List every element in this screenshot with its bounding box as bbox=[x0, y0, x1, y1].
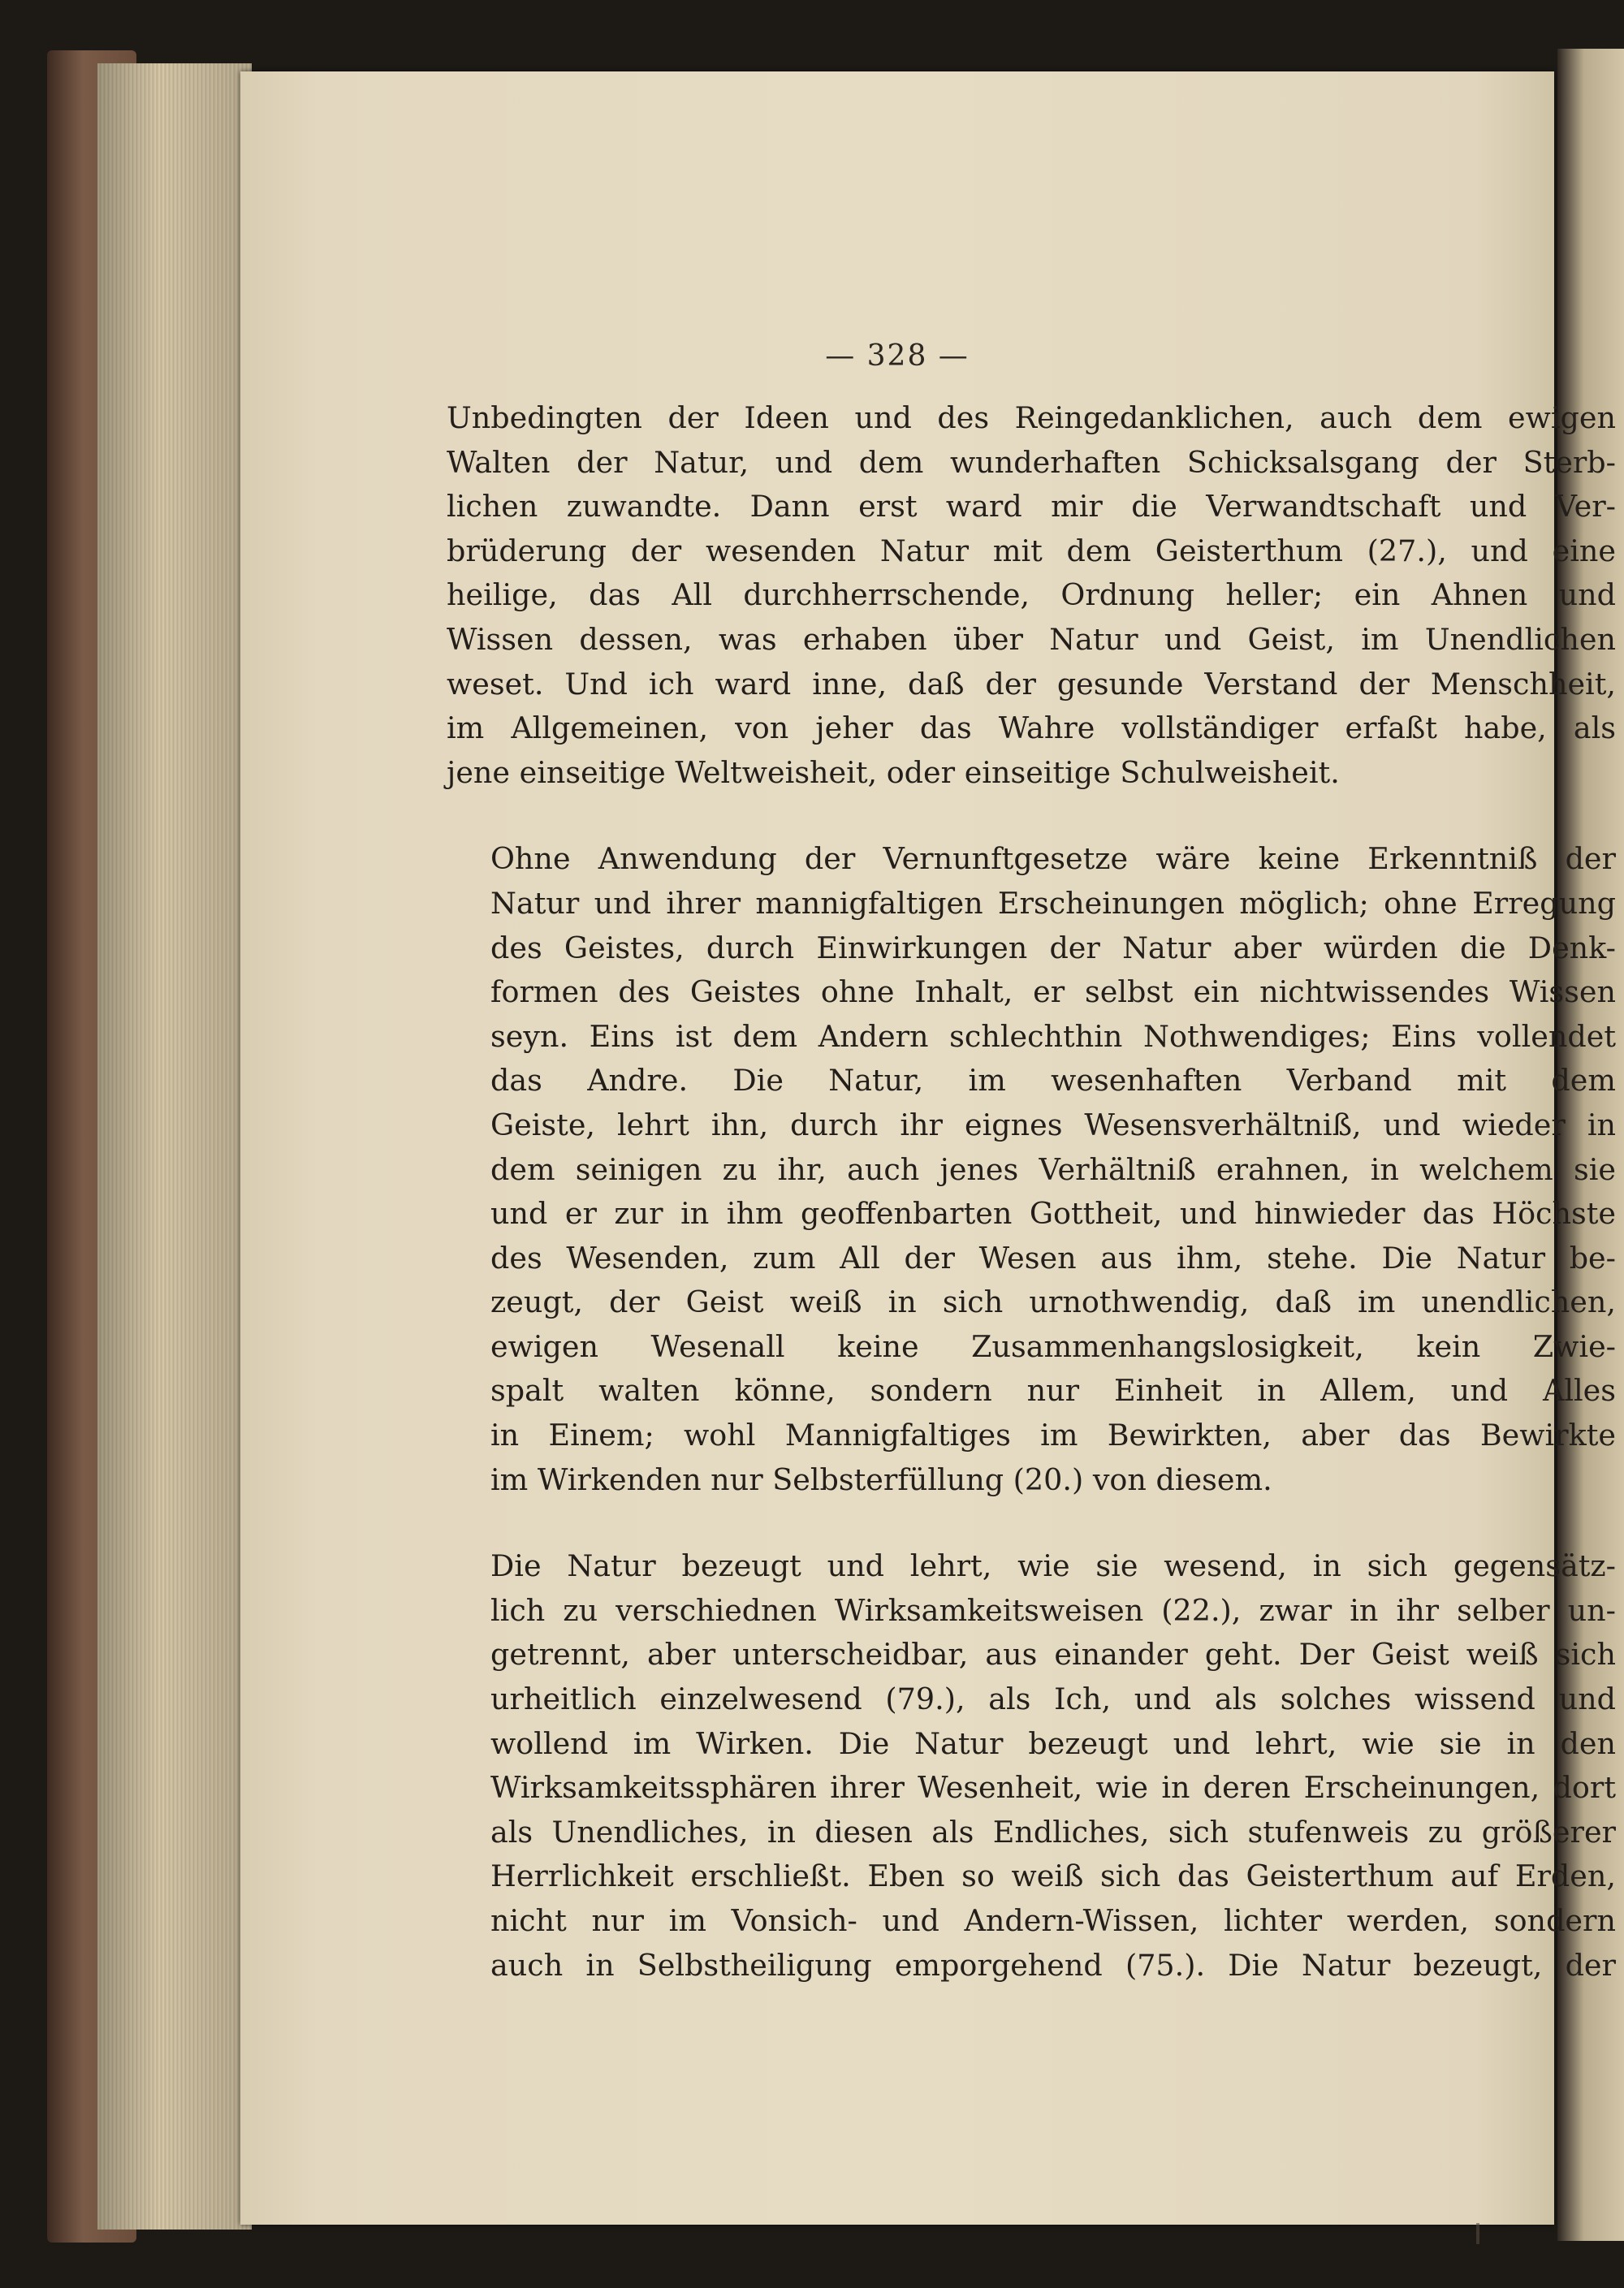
text-line: des Geistes, durch Einwirkungen der Natur aber würden die Denk- bbox=[490, 930, 1616, 965]
paragraph-2 bbox=[447, 837, 1616, 1502]
text-line: Walten der Natur, und dem wunderhaften Schicksalsgang der Sterb- bbox=[447, 444, 1616, 480]
text-line: Ohne Anwendung der Vernunftgesetze wäre keine Erkenntniß der bbox=[490, 841, 1616, 877]
page-body bbox=[447, 396, 1616, 1988]
text-line: urheitlich einzelwesend (79.), als Ich, und als solches wissend und bbox=[490, 1681, 1616, 1717]
text-line: lich zu verschiednen Wirksamkeitsweisen (22.), zwar in ihr selber un- bbox=[490, 1592, 1616, 1628]
text-line: Die Natur bezeugt und lehrt, wie sie wesend, in sich gegensätz- bbox=[490, 1548, 1616, 1584]
text-line: weset. Und ich ward inne, daß der gesunde Verstand der Menschheit, bbox=[447, 666, 1616, 702]
text-line: des Wesenden, zum All der Wesen aus ihm, stehe. Die Natur be- bbox=[490, 1240, 1616, 1276]
text-line: jene einseitige Weltweisheit, oder einseitige Schulweisheit. bbox=[447, 754, 1340, 790]
text-line: Natur und ihrer mannigfaltigen Erscheinungen möglich; ohne Erregung bbox=[490, 885, 1616, 921]
text-line: spalt walten könne, sondern nur Einheit in Allem, und Alles bbox=[490, 1373, 1616, 1409]
text-line: in Einem; wohl Mannigfaltiges im Bewirkten, aber das Bewirkte bbox=[490, 1418, 1616, 1453]
text-line: zeugt, der Geist weiß in sich urnothwendig, daß im unendlichen, bbox=[490, 1284, 1616, 1320]
text-line: Herrlichkeit erschließt. Eben so weiß sich das Geisterthum auf Erden, bbox=[490, 1858, 1616, 1894]
page-number: — 328 — bbox=[825, 339, 970, 373]
paper-mark bbox=[1476, 2223, 1479, 2244]
text-line: seyn. Eins ist dem Andern schlechthin Nothwendiges; Eins vollendet bbox=[490, 1018, 1616, 1054]
text-line: auch in Selbstheiligung emporgehend (75.). Die Natur bezeugt, der bbox=[490, 1947, 1616, 1983]
text-line: Wissen dessen, was erhaben über Natur und Geist, im Unendlichen bbox=[447, 621, 1616, 657]
text-line: Wirksamkeitssphären ihrer Wesenheit, wie in deren Erscheinungen, dort bbox=[490, 1770, 1616, 1806]
text-line: nicht nur im Vonsich- und Andern-Wissen, lichter werden, sondern bbox=[490, 1903, 1616, 1938]
text-line: formen des Geistes ohne Inhalt, er selbst ein nichtwissendes Wissen bbox=[490, 974, 1616, 1010]
page-stack-edges bbox=[97, 63, 252, 2230]
text-line: lichen zuwandte. Dann erst ward mir die Verwandtschaft und Ver- bbox=[447, 489, 1616, 525]
text-line: heilige, das All durchherrschende, Ordnung heller; ein Ahnen und bbox=[447, 577, 1616, 613]
text-line: wollend im Wirken. Die Natur bezeugt und lehrt, wie sie in den bbox=[490, 1725, 1616, 1761]
text-line: im Allgemeinen, von jeher das Wahre vollständiger erfaßt habe, als bbox=[447, 710, 1616, 746]
text-line: getrennt, aber unterscheidbar, aus einander geht. Der Geist weiß sich bbox=[490, 1637, 1616, 1673]
text-line: dem seinigen zu ihr, auch jenes Verhältniß erahnen, in welchem sie bbox=[490, 1151, 1616, 1187]
text-line: ewigen Wesenall keine Zusammenhangslosigkeit, kein Zwie- bbox=[490, 1328, 1616, 1364]
paragraph-1 bbox=[447, 396, 1616, 795]
paragraph-3 bbox=[447, 1544, 1616, 1988]
text-line: Unbedingten der Ideen und des Reingedanklichen, auch dem ewigen bbox=[447, 400, 1616, 435]
text-line: brüderung der wesenden Natur mit dem Geisterthum (27.), und eine bbox=[447, 533, 1616, 568]
text-line: und er zur in ihm geoffenbarten Gottheit, und hinwieder das Höchste bbox=[490, 1196, 1616, 1232]
text-line: das Andre. Die Natur, im wesenhaften Verband mit dem bbox=[490, 1063, 1616, 1099]
book-page bbox=[240, 71, 1616, 2225]
text-line: Geiste, lehrt ihn, durch ihr eignes Wesensverhältniß, und wieder in bbox=[490, 1107, 1616, 1142]
text-line: als Unendliches, in diesen als Endliches, sich stufenweis zu größerer bbox=[490, 1814, 1616, 1850]
text-line: im Wirkenden nur Selbsterfüllung (20.) von diesem. bbox=[490, 1461, 1272, 1497]
